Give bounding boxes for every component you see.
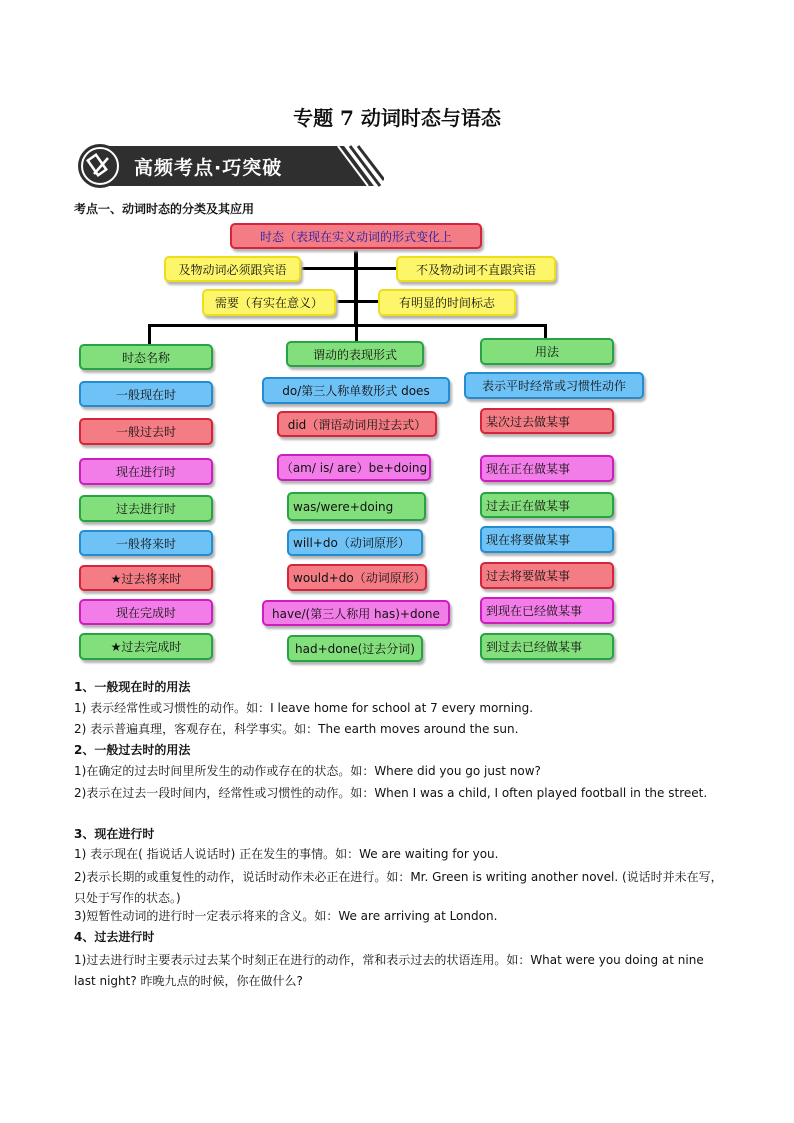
connector <box>148 324 151 344</box>
usage-item: 现在正在做某事 <box>480 455 614 482</box>
banner-label: 高频考点·巧突破 <box>134 157 283 179</box>
verb-form: will+do（动词原形） <box>287 529 423 556</box>
paragraph: 2) 表示普遍真理，客观存在，科学事实。如：The earth moves around the sun. <box>74 722 519 736</box>
tense-names-header: 时态名称 <box>79 344 213 370</box>
heading-past-simple: 2、一般过去时的用法 <box>74 743 191 757</box>
usage-item: 到现在已经做某事 <box>480 597 614 624</box>
root-tense-box: 时态（表现在实义动词的形式变化上 <box>230 223 482 249</box>
tense-name: 现在完成时 <box>79 599 213 625</box>
paragraph: 2)表示长期的或重复性的动作，说话时动作未必正在进行。如：Mr. Green is writing another novel. (说话时并未在写，只处于写作的状态。) <box>74 870 723 905</box>
usage-item: 表示平时经常或习惯性动作 <box>464 372 644 399</box>
tense-name: 一般现在时 <box>79 381 213 407</box>
page-title: 专题 7 动词时态与语态 <box>293 106 501 130</box>
usage-header: 用法 <box>480 338 614 365</box>
tense-name: ★过去完成时 <box>79 633 213 660</box>
connector <box>355 324 358 342</box>
verb-form: had+done(过去分词) <box>287 635 423 662</box>
usage-item: 现在将要做某事 <box>480 526 614 553</box>
verb-form: （am/ is/ are）be+doing <box>277 454 431 481</box>
verb-forms-header: 谓动的表现形式 <box>286 341 424 367</box>
usage-item: 过去正在做某事 <box>480 492 614 518</box>
verb-form: was/were+doing <box>287 492 426 521</box>
verb-form: do/第三人称单数形式 does <box>262 377 450 404</box>
section-title: 考点一、动词时态的分类及其应用 <box>74 202 255 216</box>
heading-present-simple: 1、一般现在时的用法 <box>74 680 191 694</box>
connector <box>354 246 358 326</box>
usage-item: 到过去已经做某事 <box>480 633 614 660</box>
tense-name: 一般将来时 <box>79 530 213 556</box>
verb-form: did（谓语动词用过去式） <box>277 411 437 437</box>
paragraph: 1)在确定的过去时间里所发生的动作或存在的状态。如：Where did you go just now? <box>74 764 541 778</box>
tense-name: ★过去将来时 <box>79 565 213 591</box>
usage-item: 某次过去做某事 <box>480 408 614 434</box>
time-marker-box: 有明显的时间标志 <box>378 289 516 316</box>
connector <box>544 324 547 339</box>
paragraph: 1) 表示经常性或习惯性的动作。如：I leave home for school at 7 every morning. <box>74 701 534 715</box>
heading-present-continuous: 3、现在进行时 <box>74 827 155 841</box>
tense-name: 过去进行时 <box>79 495 213 522</box>
paragraph: 1)过去进行时主要表示过去某个时刻正在进行的动作，常和表示过去的状语连用。如：What were you doing at nine last night? 昨晚九点的时候，你在做什么? <box>74 953 704 988</box>
usage-item: 过去将要做某事 <box>480 562 614 589</box>
connector <box>334 300 380 303</box>
meaning-box: 需要（有实在意义） <box>202 289 336 316</box>
connector <box>148 324 546 327</box>
paragraph: 3)短暂性动词的进行时一定表示将来的含义。如：We are arriving at London. <box>74 909 498 923</box>
paragraph: 2)表示在过去一段时间内，经常性或习惯性的动作。如：When I was a child, I often played football in the street. <box>74 786 708 800</box>
paragraph: 1) 表示现在( 指说话人说话时) 正在发生的事情。如：We are waiting for you. <box>74 847 499 861</box>
transitive-box: 及物动词必须跟宾语 <box>164 256 301 282</box>
verb-form: have/(第三人称用 has)+done <box>262 600 450 626</box>
connector <box>300 267 400 270</box>
tense-name: 现在进行时 <box>79 458 213 485</box>
heading-past-continuous: 4、过去进行时 <box>74 930 155 944</box>
tense-name: 一般过去时 <box>79 418 213 445</box>
intransitive-box: 不及物动词不直跟宾语 <box>396 256 556 282</box>
verb-form: would+do（动词原形） <box>287 564 427 591</box>
